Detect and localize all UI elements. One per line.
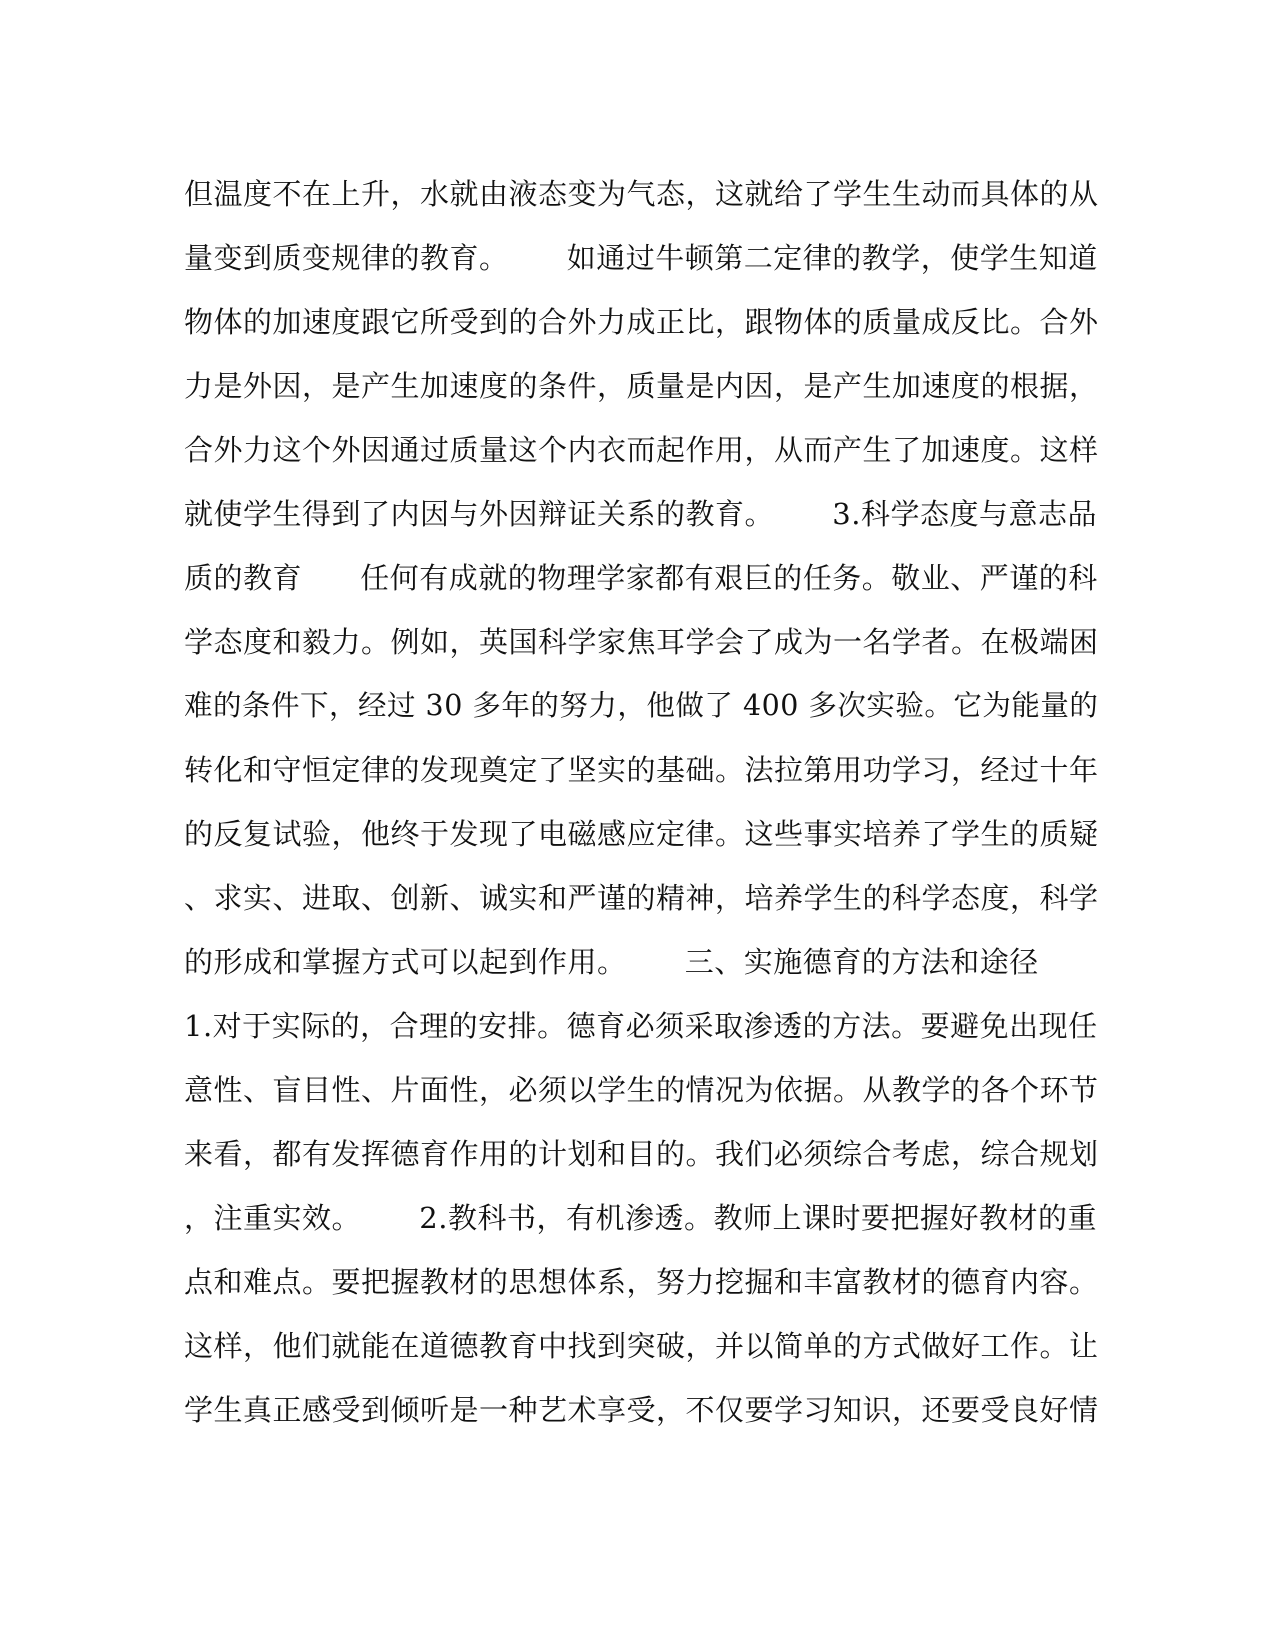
text-line-9: 难的条件下，经过 30 多年的努力，他做了 400 多次实验。它为能量的 [184, 689, 1099, 722]
text-line-15: 意性、盲目性、片面性，必须以学生的情况为依据。从教学的各个环节 [184, 1073, 1099, 1107]
text-line-13: 的形成和掌握方式可以起到作用。 三、实施德育的方法和途径 [184, 945, 1039, 979]
text-line-16: 来看，都有发挥德育作用的计划和目的。我们必须综合考虑，综合规划 [184, 1137, 1099, 1171]
text-line-1: 但温度不在上升，水就由液态变为气态，这就给了学生生动而具体的从 [184, 177, 1099, 211]
text-line-2: 量变到质变规律的教育。 如通过牛顿第二定律的教学，使学生知道 [184, 241, 1098, 275]
text-line-5: 合外力这个外因通过质量这个内衣而起作用，从而产生了加速度。这样 [184, 433, 1099, 467]
text-line-19: 这样，他们就能在道德教育中找到突破，并以简单的方式做好工作。让 [184, 1329, 1099, 1363]
text-line-8: 学态度和毅力。例如，英国科学家焦耳学会了成为一名学者。在极端困 [184, 625, 1099, 659]
text-line-6: 就使学生得到了内因与外因辩证关系的教育。 3.科学态度与意志品 [184, 497, 1097, 531]
text-line-17: ，注重实效。 2.教科书，有机渗透。教师上课时要把握好教材的重 [184, 1201, 1097, 1235]
text-line-14: 1.对于实际的，合理的安排。德育必须采取渗透的方法。要避免出现任 [184, 1009, 1098, 1043]
text-line-11: 的反复试验，他终于发现了电磁感应定律。这些事实培养了学生的质疑 [184, 817, 1099, 851]
body-text [184, 162, 1104, 1442]
text-line-10: 转化和守恒定律的发现奠定了坚实的基础。法拉第用功学习，经过十年 [184, 753, 1099, 787]
text-line-20: 学生真正感受到倾听是一种艺术享受，不仅要学习知识，还要受良好情 [184, 1393, 1099, 1427]
text-line-12: 、求实、进取、创新、诚实和严谨的精神，培养学生的科学态度，科学 [184, 881, 1099, 915]
text-line-7: 质的教育 任何有成就的物理学家都有艰巨的任务。敬业、严谨的科 [184, 561, 1098, 595]
text-line-18: 点和难点。要把握教材的思想体系，努力挖掘和丰富教材的德育内容。 [184, 1265, 1099, 1299]
text-line-3: 物体的加速度跟它所受到的合外力成正比，跟物体的质量成反比。合外 [184, 305, 1099, 339]
text-line-4: 力是外因，是产生加速度的条件，质量是内因，是产生加速度的根据， [184, 369, 1099, 403]
